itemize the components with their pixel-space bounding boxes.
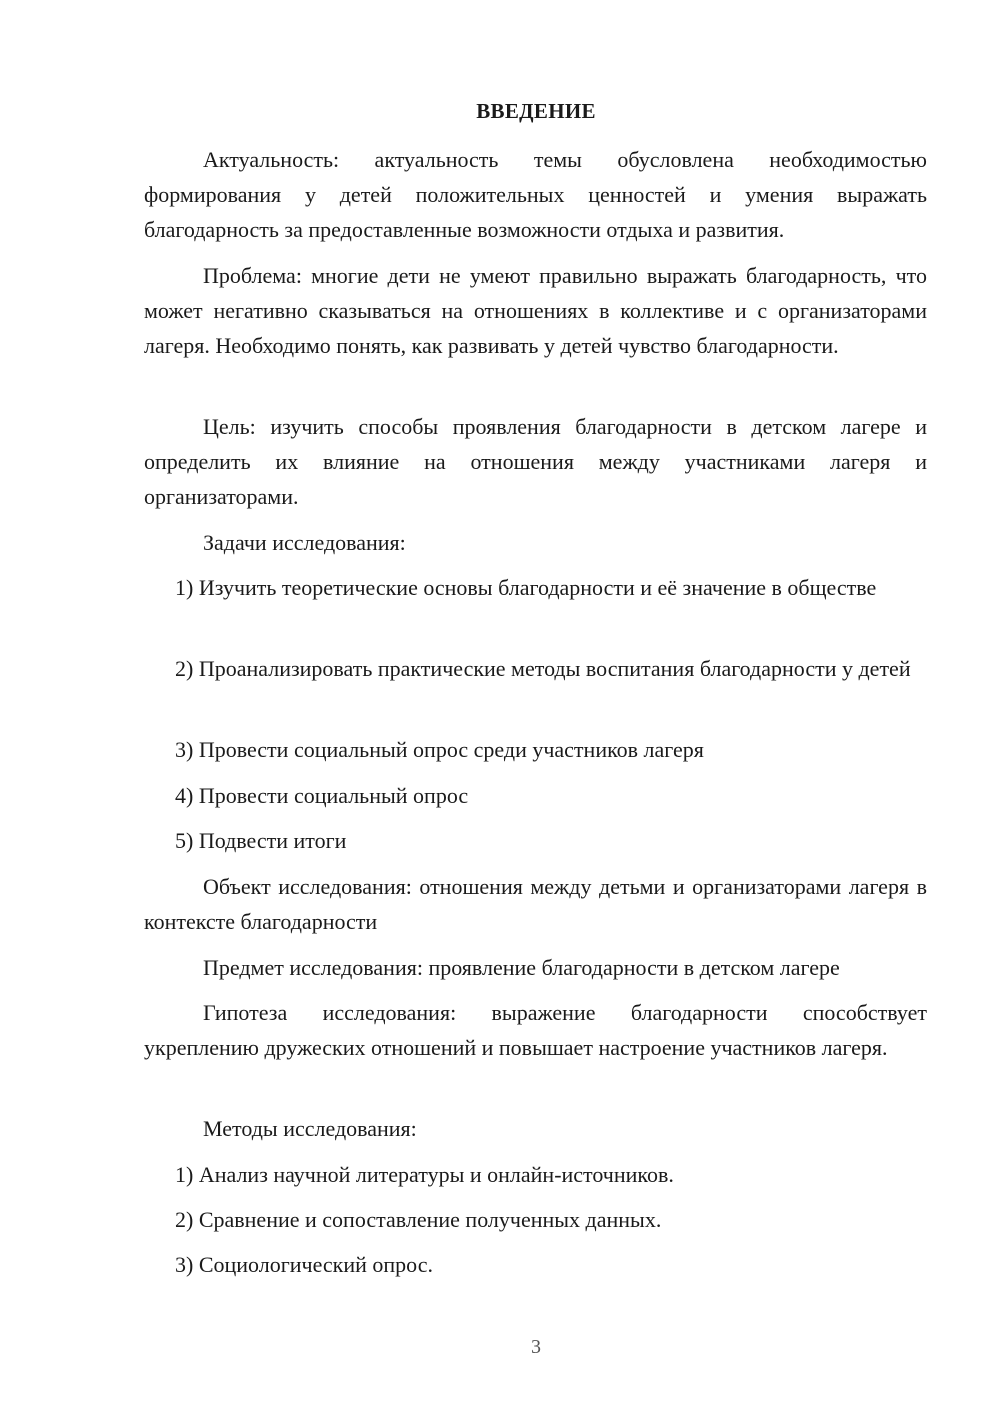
page-number: 3 (531, 1336, 541, 1358)
object-paragraph: Объект исследования: отношения между детьми и организаторами лагеря в контексте благодарности (144, 874, 927, 934)
method-item: 2) Сравнение и сопоставление полученных данных. (175, 1207, 662, 1232)
hypothesis-paragraph: Гипотеза исследования: выражение благодарности способствует укреплению дружеских отношений и повышает настроение участников лагеря. (144, 1000, 927, 1060)
task-item: 1) Изучить теоретические основы благодарности и её значение в обществе (175, 575, 877, 600)
method-item: 3) Социологический опрос. (175, 1252, 433, 1277)
method-item: 1) Анализ научной литературы и онлайн-источников. (175, 1162, 674, 1187)
tasks-heading: Задачи исследования: (203, 530, 406, 555)
goal-paragraph: Цель: изучить способы проявления благодарности в детском лагере и определить их влияние на отношения между участниками лагеря и организаторами. (144, 414, 927, 509)
problem-paragraph: Проблема: многие дети не умеют правильно выражать благодарность, что может негативно сказываться на отношениях в коллективе и с организаторами лагеря. Необходимо понять, как развивать у детей чувство благодарности. (144, 263, 927, 358)
task-item: 4) Провести социальный опрос (175, 783, 469, 808)
task-item: 5) Подвести итоги (175, 828, 347, 853)
page-title: ВВЕДЕНИЕ (476, 99, 596, 123)
task-item: 3) Провести социальный опрос среди участников лагеря (175, 737, 704, 762)
relevance-paragraph: Актуальность: актуальность темы обусловлена необходимостью формирования у детей положительных ценностей и умения выражать благодарность за предоставленные возможности отдыха и развития. (144, 147, 927, 242)
task-item: 2) Проанализировать практические методы воспитания благодарности у детей (175, 656, 911, 681)
subject-paragraph: Предмет исследования: проявление благодарности в детском лагере (203, 955, 840, 980)
methods-heading: Методы исследования: (203, 1116, 417, 1141)
